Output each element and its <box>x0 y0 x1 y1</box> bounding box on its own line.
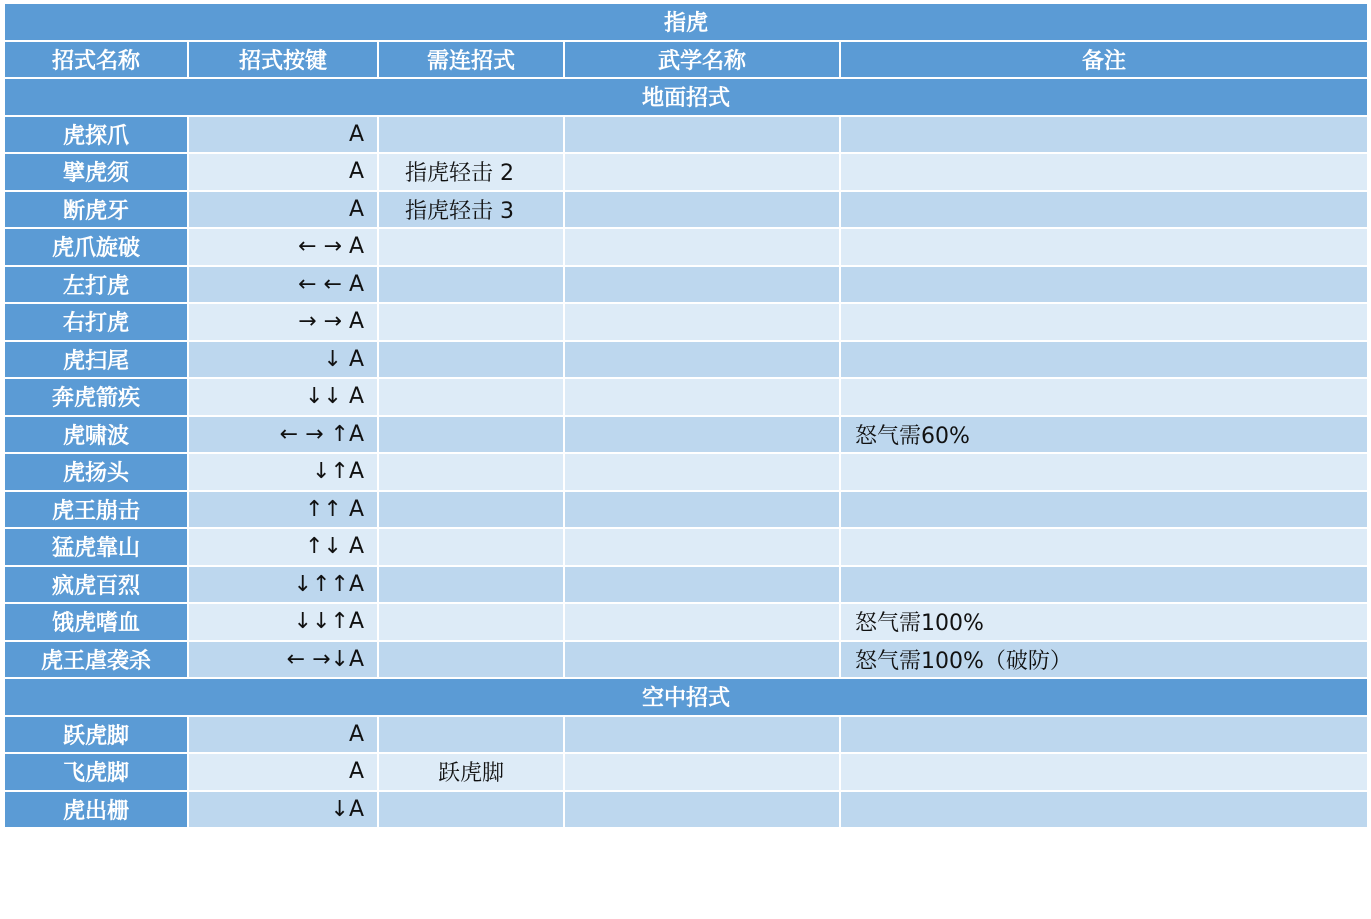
column-header-keys: 招式按键 <box>188 41 378 79</box>
table-row <box>4 528 1368 566</box>
skill-name-cell <box>564 228 840 266</box>
table-row <box>4 191 1368 229</box>
move-keys-cell: → → A <box>188 303 378 341</box>
move-name-cell: 擘虎须 <box>4 153 188 191</box>
skill-name-cell <box>564 753 840 791</box>
move-name-cell: 虎王崩击 <box>4 491 188 529</box>
skill-name-cell <box>564 566 840 604</box>
skill-name-cell <box>564 266 840 304</box>
move-name-cell: 虎出栅 <box>4 791 188 829</box>
note-cell <box>840 191 1368 229</box>
move-keys-cell: A <box>188 191 378 229</box>
move-keys-cell: A <box>188 716 378 754</box>
column-header-combo: 需连招式 <box>378 41 564 79</box>
move-keys-cell: ← →↓A <box>188 641 378 679</box>
move-keys-cell: A <box>188 153 378 191</box>
move-name-cell: 猛虎靠山 <box>4 528 188 566</box>
skill-name-cell <box>564 303 840 341</box>
move-name-cell: 虎王虐袭杀 <box>4 641 188 679</box>
move-keys-cell: ↓ A <box>188 341 378 379</box>
move-name-cell: 断虎牙 <box>4 191 188 229</box>
table-row <box>4 228 1368 266</box>
move-keys-cell: A <box>188 753 378 791</box>
combo-cell <box>378 266 564 304</box>
move-name-cell: 虎探爪 <box>4 116 188 154</box>
move-name-cell: 飞虎脚 <box>4 753 188 791</box>
move-name-cell: 奔虎箭疾 <box>4 378 188 416</box>
note-cell <box>840 341 1368 379</box>
skill-name-cell <box>564 378 840 416</box>
skill-name-cell <box>564 153 840 191</box>
move-keys-cell: ↓A <box>188 791 378 829</box>
note-cell <box>840 378 1368 416</box>
move-keys-cell: ↓↓↑A <box>188 603 378 641</box>
column-header-move-name: 招式名称 <box>4 41 188 79</box>
move-keys-cell: ← → ↑A <box>188 416 378 454</box>
note-cell <box>840 153 1368 191</box>
move-keys-cell: ↑↑ A <box>188 491 378 529</box>
move-name-cell: 左打虎 <box>4 266 188 304</box>
column-header-notes: 备注 <box>840 41 1368 79</box>
move-name-cell: 跃虎脚 <box>4 716 188 754</box>
note-cell <box>840 566 1368 604</box>
combo-cell: 跃虎脚 <box>378 753 564 791</box>
note-cell: 怒气需60% <box>840 416 1368 454</box>
combo-cell <box>378 716 564 754</box>
combo-cell <box>378 453 564 491</box>
combo-cell <box>378 378 564 416</box>
skill-name-cell <box>564 603 840 641</box>
move-keys-cell: ↓↓ A <box>188 378 378 416</box>
skill-name-cell <box>564 641 840 679</box>
note-cell: 怒气需100% <box>840 603 1368 641</box>
note-cell <box>840 303 1368 341</box>
skill-name-cell <box>564 341 840 379</box>
move-name-cell: 虎啸波 <box>4 416 188 454</box>
table-row <box>4 341 1368 379</box>
move-keys-cell: A <box>188 116 378 154</box>
move-name-cell: 虎扫尾 <box>4 341 188 379</box>
skill-name-cell <box>564 191 840 229</box>
table-row <box>4 303 1368 341</box>
move-name-cell: 疯虎百烈 <box>4 566 188 604</box>
table-row <box>4 716 1368 754</box>
note-cell <box>840 791 1368 829</box>
note-cell <box>840 266 1368 304</box>
skill-name-cell <box>564 116 840 154</box>
combo-cell <box>378 528 564 566</box>
skill-name-cell <box>564 453 840 491</box>
note-cell <box>840 528 1368 566</box>
skill-name-cell <box>564 416 840 454</box>
note-cell <box>840 491 1368 529</box>
move-keys-cell: ↓↑↑A <box>188 566 378 604</box>
table-row <box>4 791 1368 829</box>
combo-cell <box>378 416 564 454</box>
combo-cell: 指虎轻击 3 <box>378 191 564 229</box>
move-keys-cell: ← → A <box>188 228 378 266</box>
combo-cell <box>378 116 564 154</box>
section-heading: 地面招式 <box>4 78 1368 116</box>
combo-cell <box>378 641 564 679</box>
combo-cell <box>378 791 564 829</box>
table-row <box>4 566 1368 604</box>
combo-cell <box>378 566 564 604</box>
move-keys-cell: ↓↑A <box>188 453 378 491</box>
table-row <box>4 378 1368 416</box>
skill-name-cell <box>564 491 840 529</box>
note-cell <box>840 116 1368 154</box>
move-keys-cell: ↑↓ A <box>188 528 378 566</box>
skill-name-cell <box>564 791 840 829</box>
table-row <box>4 641 1368 679</box>
table-title: 指虎 <box>4 3 1368 41</box>
table-row <box>4 116 1368 154</box>
skill-name-cell <box>564 716 840 754</box>
column-header-skill-name: 武学名称 <box>564 41 840 79</box>
note-cell <box>840 753 1368 791</box>
table-row <box>4 603 1368 641</box>
note-cell <box>840 453 1368 491</box>
move-name-cell: 虎扬头 <box>4 453 188 491</box>
table-row <box>4 416 1368 454</box>
move-keys-cell: ← ← A <box>188 266 378 304</box>
move-name-cell: 饿虎嗜血 <box>4 603 188 641</box>
combo-cell <box>378 603 564 641</box>
note-cell <box>840 716 1368 754</box>
moves-table <box>3 2 1369 829</box>
note-cell: 怒气需100%（破防） <box>840 641 1368 679</box>
section-heading: 空中招式 <box>4 678 1368 716</box>
combo-cell <box>378 303 564 341</box>
move-name-cell: 虎爪旋破 <box>4 228 188 266</box>
move-name-cell: 右打虎 <box>4 303 188 341</box>
combo-cell <box>378 228 564 266</box>
table-row <box>4 153 1368 191</box>
combo-cell: 指虎轻击 2 <box>378 153 564 191</box>
note-cell <box>840 228 1368 266</box>
table-row <box>4 753 1368 791</box>
skill-name-cell <box>564 528 840 566</box>
combo-cell <box>378 341 564 379</box>
table-row <box>4 453 1368 491</box>
table-row <box>4 491 1368 529</box>
table-row <box>4 266 1368 304</box>
combo-cell <box>378 491 564 529</box>
